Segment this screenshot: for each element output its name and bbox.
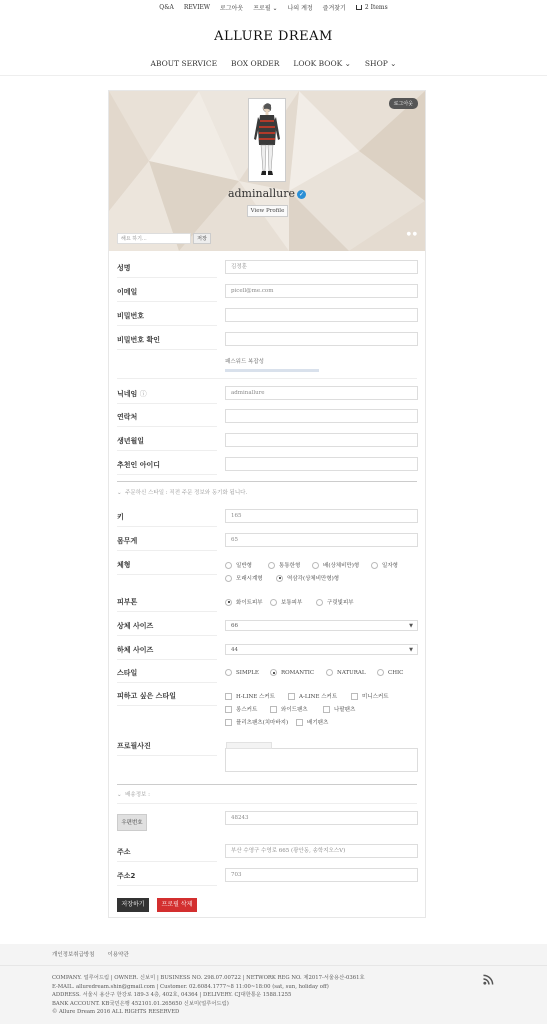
body-type-option[interactable] bbox=[225, 574, 263, 582]
option-label: 역삼각(상체비만형)형 bbox=[287, 576, 340, 582]
password-field[interactable] bbox=[225, 308, 418, 322]
height-label: 키 bbox=[117, 512, 217, 527]
footer-line: BANK ACCOUNT. KB국민은행 452101.01.265650 신보미(얼루어드림) bbox=[52, 1000, 229, 1007]
top-size-label: 상체 사이즈 bbox=[117, 621, 217, 636]
verified-badge-icon: ✓ bbox=[299, 191, 305, 198]
option-label: 롱스커트 bbox=[236, 707, 258, 713]
phone-label: 연락처 bbox=[117, 412, 217, 427]
cart-count: 2 Items bbox=[364, 3, 388, 11]
header-divider bbox=[0, 75, 547, 76]
checkbox-icon bbox=[296, 719, 303, 726]
avoid-style-option[interactable] bbox=[351, 692, 389, 700]
chevron-down-icon: ⌄ bbox=[344, 59, 351, 68]
footer-line: © Allure Dream 2016 ALL RIGHTS RESERVED bbox=[52, 1009, 180, 1016]
skin-tone-option[interactable] bbox=[316, 598, 354, 606]
nav-look-book[interactable] bbox=[286, 59, 358, 68]
topnav-review-link[interactable]: REVIEW bbox=[183, 3, 211, 11]
style-option[interactable] bbox=[270, 669, 314, 676]
body-type-option[interactable] bbox=[276, 574, 339, 582]
profile-photo-field[interactable] bbox=[225, 748, 418, 772]
address2-label: 주소2 bbox=[117, 871, 217, 886]
top-size-select[interactable] bbox=[225, 620, 418, 631]
option-label: 배기팬츠 bbox=[307, 720, 329, 726]
profile-card bbox=[108, 90, 426, 918]
checkbox-icon bbox=[225, 719, 232, 726]
chevron-down-icon: ⌄ bbox=[272, 4, 278, 12]
checkbox-icon bbox=[351, 693, 358, 700]
password-confirm-field[interactable] bbox=[225, 332, 418, 346]
password-confirm-label: 비밀번호 확인 bbox=[117, 335, 217, 350]
shipping-section-title[interactable] bbox=[117, 790, 150, 798]
style-option[interactable] bbox=[326, 669, 366, 676]
radio-selected-icon bbox=[270, 669, 277, 676]
radio-icon bbox=[268, 562, 275, 569]
phone-field[interactable] bbox=[225, 409, 418, 423]
style-option[interactable] bbox=[225, 669, 259, 676]
view-profile-button[interactable]: View Profile bbox=[247, 205, 288, 217]
profile-cover bbox=[109, 91, 425, 251]
bottom-size-label: 하체 사이즈 bbox=[117, 645, 217, 660]
section-divider bbox=[117, 481, 417, 482]
avoid-style-option[interactable] bbox=[296, 718, 328, 726]
radio-icon bbox=[225, 562, 232, 569]
nav-shop-label: SHOP bbox=[364, 59, 388, 68]
option-label: ROMANTIC bbox=[281, 669, 315, 676]
name-label: 성명 bbox=[117, 263, 217, 278]
radio-icon bbox=[377, 669, 384, 676]
radio-selected-icon bbox=[276, 575, 283, 582]
nickname-label bbox=[117, 389, 217, 404]
topnav-logout-link[interactable]: 로그아웃 bbox=[220, 4, 244, 12]
radio-icon bbox=[270, 599, 277, 606]
nav-about-service[interactable]: ABOUT SERVICE bbox=[150, 59, 218, 68]
option-label: 배(상체비만)형 bbox=[323, 563, 360, 569]
option-label: 구릿빛피부 bbox=[327, 600, 354, 606]
chevron-down-icon: ⌄ bbox=[117, 490, 122, 496]
footer bbox=[0, 944, 547, 1024]
topnav-qna-link[interactable]: Q&A bbox=[159, 3, 174, 11]
footer-line: COMPANY. 얼루어드림 | OWNER. 신보미 | BUSINESS NO. 298.07.00722 | NETWORK REG NO. 제2017-서울용산-0361호 bbox=[52, 975, 365, 981]
divider bbox=[117, 803, 417, 804]
zipcode-field[interactable]: 48243 bbox=[225, 811, 418, 825]
topnav-profile-label: 프로필 bbox=[253, 4, 271, 12]
chevron-down-icon: ⌄ bbox=[390, 59, 397, 68]
option-label: 보통피부 bbox=[281, 600, 303, 606]
referrer-field[interactable] bbox=[225, 457, 418, 471]
avoid-style-option[interactable] bbox=[323, 705, 355, 713]
radio-icon bbox=[225, 669, 232, 676]
option-label: 통통한형 bbox=[279, 563, 301, 569]
main-navigation bbox=[0, 59, 547, 68]
status-save-button[interactable]: 저장 bbox=[193, 233, 211, 244]
style-section-title[interactable] bbox=[117, 488, 247, 496]
avoid-style-option[interactable] bbox=[288, 692, 337, 700]
checkbox-icon bbox=[225, 693, 232, 700]
birthdate-field[interactable] bbox=[225, 433, 418, 447]
profile-photo bbox=[248, 98, 286, 182]
select-value: 44 bbox=[231, 647, 238, 653]
email-label: 이메일 bbox=[117, 287, 217, 302]
option-label: CHIC bbox=[388, 669, 404, 676]
select-value: 66 bbox=[231, 623, 238, 629]
skin-tone-option[interactable] bbox=[270, 598, 302, 606]
address2-field[interactable]: 703 bbox=[225, 868, 418, 882]
checkbox-icon bbox=[270, 706, 277, 713]
company-info bbox=[52, 974, 432, 1017]
style-section-text: 주문하신 스타일 : 직전 주문 정보와 동기화 됩니다. bbox=[125, 490, 248, 496]
body-type-label: 체형 bbox=[117, 560, 217, 575]
nickname-label-text: 닉네임 bbox=[117, 390, 138, 398]
terms-link[interactable]: 이용약관 bbox=[107, 952, 129, 958]
checkbox-icon bbox=[288, 693, 295, 700]
cart-link[interactable] bbox=[351, 4, 393, 11]
radio-icon bbox=[326, 669, 333, 676]
address-label: 주소 bbox=[117, 847, 217, 862]
style-option[interactable] bbox=[377, 669, 403, 676]
fashion-sketch-image bbox=[249, 99, 285, 181]
option-label: 플리츠팬츠(치마바지) bbox=[236, 720, 289, 726]
topnav-account-link[interactable]: 나의 계정 bbox=[287, 4, 313, 12]
body-type-option[interactable] bbox=[371, 561, 398, 569]
option-label: 화이트피부 bbox=[236, 600, 263, 606]
caret-down-icon: ▼ bbox=[409, 623, 413, 629]
avoid-style-option[interactable] bbox=[225, 692, 275, 700]
style-label: 스타일 bbox=[117, 668, 217, 683]
radio-icon bbox=[316, 599, 323, 606]
avoid-style-option[interactable] bbox=[270, 705, 308, 713]
cover-dots-icon: ● ● bbox=[406, 231, 417, 237]
skin-tone-option[interactable] bbox=[225, 598, 263, 606]
nav-look-book-label: LOOK BOOK bbox=[293, 59, 343, 68]
option-label: NATURAL bbox=[337, 669, 366, 676]
cart-icon bbox=[356, 5, 362, 10]
birthdate-label: 생년월일 bbox=[117, 436, 217, 451]
option-label: 미니스커트 bbox=[362, 694, 389, 700]
password-strength-bar bbox=[225, 369, 319, 372]
radio-icon bbox=[371, 562, 378, 569]
save-button[interactable]: 저장하기 bbox=[117, 898, 149, 912]
footer-line: ADDRESS. 서울시 용산구 한강로 189-3 4층, 402호, 04364 | DELIVERY. CJ대한통운 1588.1255 bbox=[52, 992, 292, 999]
help-icon: ⓘ bbox=[139, 390, 147, 398]
option-label: 나팔팬츠 bbox=[334, 707, 356, 713]
status-input[interactable]: 해요 하기... bbox=[117, 233, 191, 244]
option-label: 일자형 bbox=[382, 563, 398, 569]
body-type-option[interactable] bbox=[268, 561, 300, 569]
shipping-section-text: 배송정보 : bbox=[125, 792, 150, 798]
rss-icon[interactable] bbox=[483, 974, 494, 985]
footer-links bbox=[52, 950, 129, 958]
option-label: SIMPLE bbox=[236, 669, 259, 676]
nickname-field[interactable]: adminallure bbox=[225, 386, 418, 400]
caret-down-icon: ▼ bbox=[409, 647, 413, 653]
option-label: H-LINE 스커트 bbox=[236, 694, 275, 700]
radio-selected-icon bbox=[225, 599, 232, 606]
password-label: 비밀번호 bbox=[117, 311, 217, 326]
profile-photo-label: 프로필사진 bbox=[117, 741, 217, 756]
address-field[interactable]: 부산 수영구 수영로 665 (광안동, 송학지오스V) bbox=[225, 844, 418, 858]
topnav-profile-menu[interactable] bbox=[248, 3, 282, 12]
radio-icon bbox=[312, 562, 319, 569]
avoid-style-label: 피하고 싶은 스타일 bbox=[117, 691, 217, 706]
delete-profile-button[interactable]: 프로필 삭제 bbox=[157, 898, 197, 912]
body-type-option[interactable] bbox=[225, 561, 252, 569]
site-logo[interactable]: ALLURE DREAM bbox=[214, 29, 333, 44]
profile-username bbox=[109, 187, 425, 200]
password-strength-text: 패스워드 복잡성 bbox=[225, 359, 264, 365]
option-label: 일반형 bbox=[236, 563, 252, 569]
name-field[interactable]: 김정훈 bbox=[225, 260, 418, 274]
nav-shop[interactable] bbox=[358, 59, 404, 68]
zipcode-button[interactable]: 우편번호 bbox=[117, 814, 147, 831]
file-upload-chip[interactable] bbox=[226, 742, 272, 749]
chevron-down-icon: ⌄ bbox=[117, 792, 122, 798]
body-type-option[interactable] bbox=[312, 561, 359, 569]
radio-icon bbox=[225, 575, 232, 582]
option-label: A-LINE 스커트 bbox=[299, 694, 338, 700]
divider bbox=[117, 378, 417, 379]
weight-label: 몸무게 bbox=[117, 536, 217, 551]
height-field[interactable]: 165 bbox=[225, 509, 418, 523]
username-text: adminallure bbox=[227, 187, 296, 200]
option-label: 모래시계형 bbox=[236, 576, 263, 582]
bottom-size-select[interactable] bbox=[225, 644, 418, 655]
avoid-style-option[interactable] bbox=[225, 718, 288, 726]
weight-field[interactable]: 65 bbox=[225, 533, 418, 547]
privacy-policy-link[interactable]: 개인정보취급방침 bbox=[52, 952, 95, 958]
footer-line: E-MAIL. alluredream.shin@gmail.com | Customer. 02.6084.1777~8 11:00~18:00 (sat, sun, holiday off) bbox=[52, 983, 329, 990]
checkbox-icon bbox=[323, 706, 330, 713]
option-label: 와이드팬츠 bbox=[281, 707, 308, 713]
checkbox-icon bbox=[225, 706, 232, 713]
avoid-style-option[interactable] bbox=[225, 705, 257, 713]
skin-tone-label: 피부톤 bbox=[117, 597, 217, 612]
email-field[interactable]: picell@me.com bbox=[225, 284, 418, 298]
nav-box-order[interactable]: BOX ORDER bbox=[231, 59, 280, 68]
footer-divider bbox=[0, 965, 547, 966]
topnav-favorites-link[interactable]: 즐겨찾기 bbox=[322, 4, 346, 12]
referrer-label: 추천인 아이디 bbox=[117, 460, 217, 475]
section-divider bbox=[117, 784, 417, 785]
top-navigation bbox=[0, 0, 547, 14]
logout-button[interactable]: 로그아웃 bbox=[389, 98, 418, 109]
